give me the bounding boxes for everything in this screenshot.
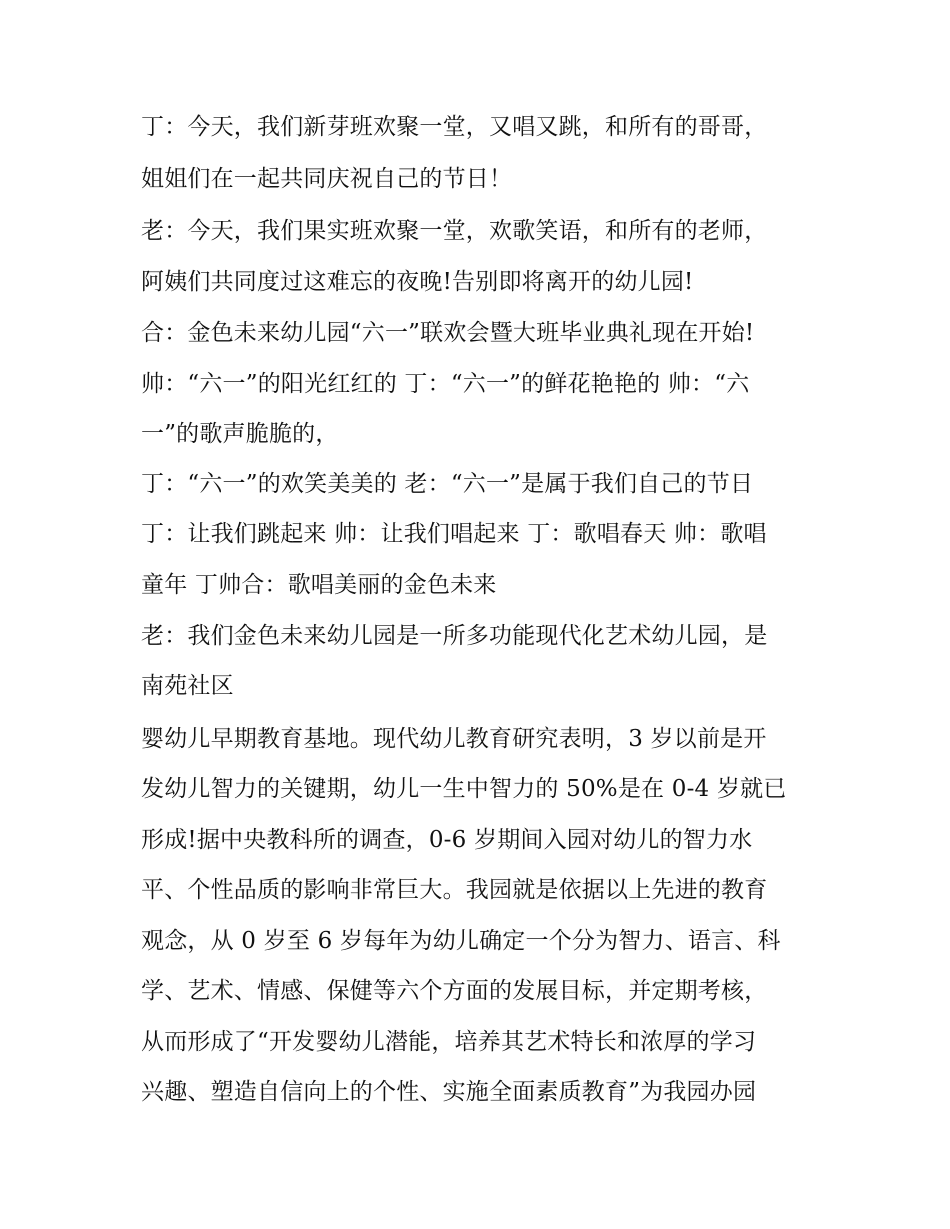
text-line: 南苑社区 [141, 673, 234, 699]
text-line: 老：今天，我们果实班欢聚一堂，欢歌笑语，和所有的老师， [141, 218, 768, 244]
text-line: 学、艺术、情感、保健等六个方面的发展目标，并定期考核， [141, 978, 768, 1004]
text-line: 发幼儿智力的关键期，幼儿一生中智力的 50%是在 0-4 岁就已 [141, 776, 787, 802]
text-line: 观念，从 0 岁至 6 岁每年为幼儿确定一个分为智力、语言、科 [141, 928, 781, 954]
text-line: 合：金色未来幼儿园“六一”联欢会暨大班毕业典礼现在开始! [141, 320, 755, 346]
text-line: 丁：今天，我们新芽班欢聚一堂，又唱又跳，和所有的哥哥， [141, 114, 768, 140]
text-line: 平、个性品质的影响非常巨大。我园就是依据以上先进的教育 [141, 877, 768, 903]
text-line: 兴趣、塑造自信向上的个性、实施全面素质教育”为我园办园 [141, 1079, 757, 1105]
text-line: 阿姨们共同度过这难忘的夜晚!告别即将离开的幼儿园! [141, 269, 694, 295]
text-line: 丁：让我们跳起来 帅：让我们唱起来 丁：歌唱春天 帅：歌唱 [141, 521, 767, 547]
text-line: 形成!据中央教科所的调查，0-6 岁期间入园对幼儿的智力水 [141, 827, 753, 853]
text-line: 丁：“六一”的欢笑美美的 老：“六一”是属于我们自己的节日 [141, 471, 754, 497]
text-line: 一”的歌声脆脆的， [141, 421, 339, 447]
text-line: 帅：“六一”的阳光红红的 丁：“六一”的鲜花艳艳的 帅：“六 [141, 371, 750, 397]
text-line: 童年 丁帅合：歌唱美丽的金色未来 [141, 572, 497, 598]
text-line: 从而形成了“开发婴幼儿潜能，培养其艺术特长和浓厚的学习 [141, 1029, 757, 1055]
text-line: 婴幼儿早期教育基地。现代幼儿教育研究表明，3 岁以前是开 [141, 726, 767, 752]
text-line: 姐姐们在一起共同庆祝自己的节日！ [141, 166, 513, 192]
text-line: 老：我们金色未来幼儿园是一所多功能现代化艺术幼儿园，是 [141, 623, 768, 649]
